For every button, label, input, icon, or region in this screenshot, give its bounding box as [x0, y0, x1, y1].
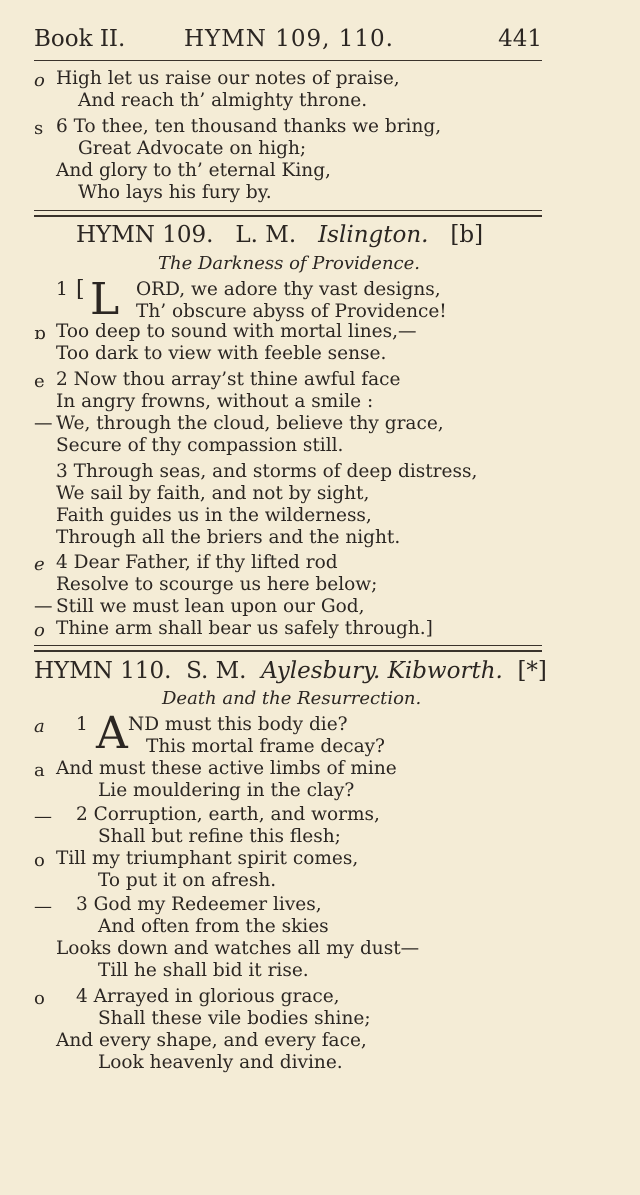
- drop-cap: L: [90, 274, 120, 325]
- dynamic-mark: o: [34, 988, 45, 1009]
- verse-line: ND must this body die?: [128, 714, 348, 735]
- dynamic-mark: e: [34, 371, 45, 392]
- dynamic-mark: —: [34, 896, 52, 917]
- verse-line: 4 Dear Father, if thy lifted rod: [56, 552, 338, 573]
- hymn-110-title: [34, 658, 547, 684]
- section-rule: [34, 210, 542, 217]
- dynamic-mark: —: [34, 413, 53, 434]
- dynamic-mark: —: [34, 596, 53, 617]
- header-rule: [34, 60, 542, 61]
- verse-line: Resolve to scourge us here below;: [56, 574, 378, 595]
- section-rule: [34, 645, 542, 652]
- verse-line: ORD, we adore thy vast designs,: [136, 279, 441, 300]
- verse-line: 4 Arrayed in glorious grace,: [76, 986, 340, 1007]
- verse-line: This mortal frame decay?: [146, 736, 385, 757]
- tune-name: Islington.: [318, 222, 429, 248]
- verse-number: 1: [76, 714, 88, 735]
- hymn-heading: HYMN 109.: [76, 222, 214, 248]
- hymn-tag: [*]: [517, 658, 547, 684]
- verse-line: Still we must lean upon our God,: [56, 596, 365, 617]
- dynamic-mark: a: [34, 760, 45, 781]
- page-number: 441: [498, 26, 542, 52]
- hymn-subtitle: The Darkness of Providence.: [158, 253, 421, 274]
- verse-line: And often from the skies: [98, 916, 329, 937]
- verse-line: Too deep to sound with mortal lines,—: [56, 321, 417, 342]
- verse-line: And every shape, and every face,: [56, 1030, 367, 1051]
- verse-line: And must these active limbs of mine: [56, 758, 397, 779]
- verse-line: Great Advocate on high;: [78, 138, 307, 159]
- verse-line: Faith guides us in the wilderness,: [56, 505, 372, 526]
- verse-line: Too dark to view with feeble sense.: [56, 343, 387, 364]
- verse-line: Till my triumphant spirit comes,: [56, 848, 359, 869]
- verse-line: Till he shall bid it rise.: [98, 960, 309, 981]
- verse-line: Thine arm shall bear us safely through.]: [56, 618, 433, 639]
- verse-line: 3 God my Redeemer lives,: [76, 894, 322, 915]
- dynamic-mark: e: [34, 554, 45, 575]
- dynamic-mark: —: [34, 806, 52, 827]
- verse-line: Lie mouldering in the clay?: [98, 780, 355, 801]
- dynamic-mark: a: [34, 716, 45, 737]
- dynamic-mark: o: [34, 70, 45, 91]
- verse-line: Shall but refine this flesh;: [98, 826, 341, 847]
- dynamic-mark: ɒ: [34, 323, 46, 344]
- verse-line: And glory to th’ eternal King,: [56, 160, 331, 181]
- dynamic-mark: o: [34, 850, 45, 871]
- verse-line: Look heavenly and divine.: [98, 1052, 343, 1073]
- verse-line: High let us raise our notes of praise,: [56, 68, 400, 89]
- tune-name: Aylesbury. Kibworth.: [261, 658, 503, 684]
- dynamic-mark: s: [34, 118, 44, 139]
- dynamic-mark: o: [34, 620, 45, 641]
- bracket: [: [76, 277, 85, 302]
- hymn-heading: HYMN 110.: [34, 658, 172, 684]
- verse-line: Th’ obscure abyss of Providence!: [136, 301, 447, 322]
- verse-line: And reach th’ almighty throne.: [78, 90, 368, 111]
- verse-line: Shall these vile bodies shine;: [98, 1008, 371, 1029]
- hymn-subtitle: Death and the Resurrection.: [162, 688, 422, 709]
- verse-line: Through all the briers and the night.: [56, 527, 401, 548]
- verse-line: We, through the cloud, believe thy grace,: [56, 413, 444, 434]
- hymn-109-title: [76, 222, 483, 248]
- hymn-meter: S. M.: [186, 658, 247, 684]
- hymn-tag: [b]: [450, 222, 484, 248]
- verse-line: To put it on afresh.: [98, 870, 277, 891]
- verse-line: Secure of thy compassion still.: [56, 435, 344, 456]
- verse-line: Looks down and watches all my dust—: [56, 938, 420, 959]
- drop-cap: A: [96, 708, 128, 759]
- verse-line: Who lays his fury by.: [78, 182, 272, 203]
- verse-line: 2 Corruption, earth, and worms,: [76, 804, 380, 825]
- book-label: Book II.: [34, 26, 126, 52]
- verse-line: 6 To thee, ten thousand thanks we bring,: [56, 116, 442, 137]
- verse-line: 2 Now thou array’st thine awful face: [56, 369, 401, 390]
- running-title: HYMN 109, 110.: [184, 26, 394, 52]
- hymn-meter: L. M.: [235, 222, 297, 248]
- verse-line: In angry frowns, without a smile :: [56, 391, 374, 412]
- verse-number: 1: [56, 279, 68, 300]
- verse-line: 3 Through seas, and storms of deep distress,: [56, 461, 478, 482]
- verse-line: We sail by faith, and not by sight,: [56, 483, 370, 504]
- page-header: [34, 24, 542, 58]
